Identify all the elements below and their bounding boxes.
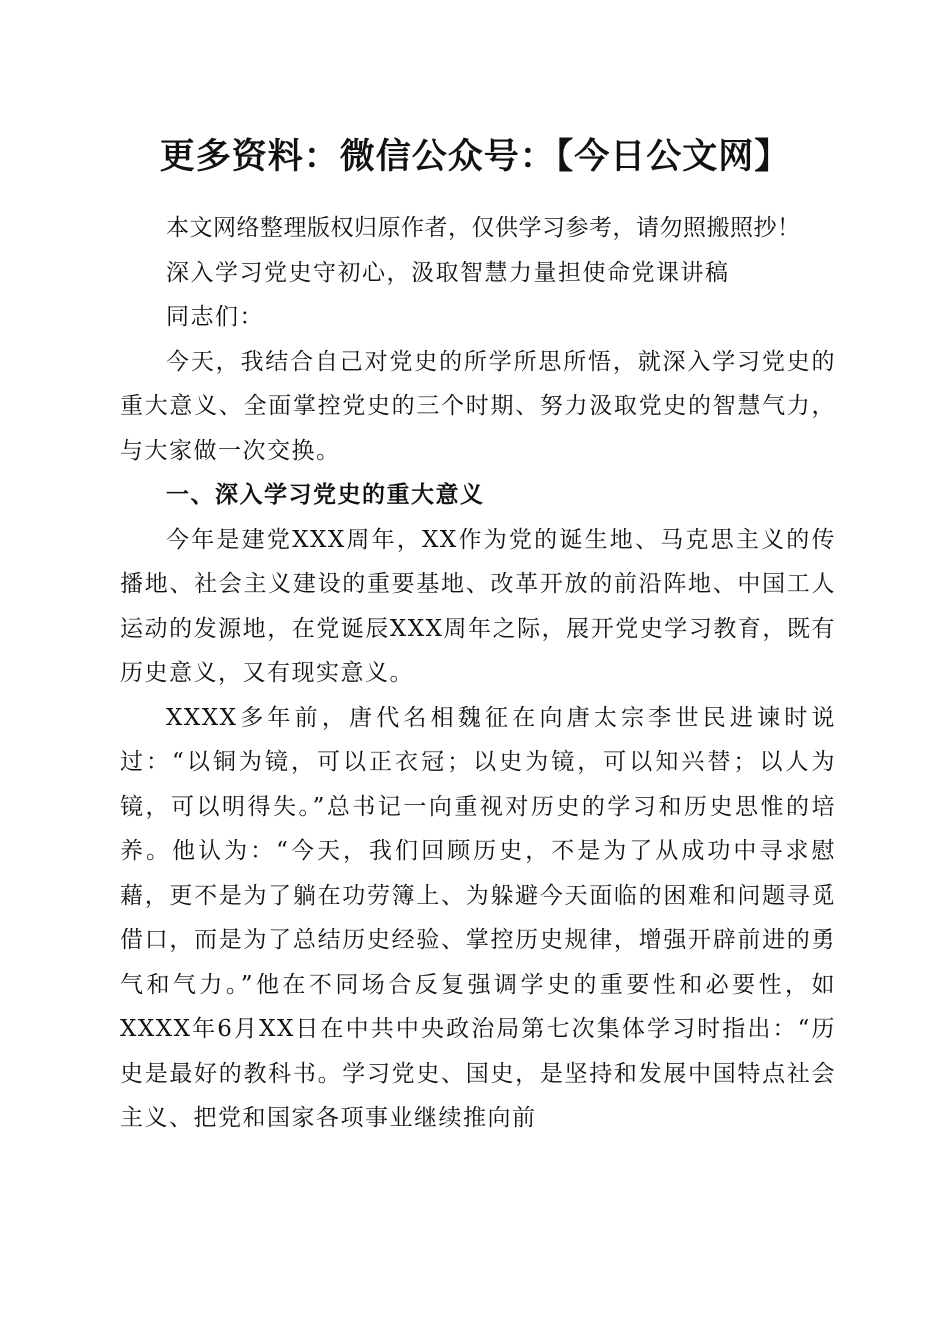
- copyright-notice: 本文网络整理版权归原作者，仅供学习参考，请勿照搬照抄！: [166, 215, 801, 241]
- body-paragraph: 今年是建党XXX周年，XX作为党的诞生地、马克思主义的传播地、社会主义建设的重要基地、改革开放的前沿阵地、中国工人运动的发源地，在党诞辰XXX周年之际，展开党史学习教育，既有历史意义，又有现实意义。: [120, 526, 836, 686]
- section-heading: 一、深入学习党史的重大意义: [166, 482, 485, 508]
- intro-paragraph: 今天，我结合自己对党史的所学所思所悟，就深入学习党史的重大意义、全面掌控党史的三个时期、努力汲取党史的智慧气力，与大家做一次交换。: [120, 348, 836, 464]
- document-title: 深入学习党史守初心，汲取智慧力量担使命党课讲稿: [166, 259, 730, 286]
- document-body: [120, 206, 836, 1141]
- page-title: 更多资料：微信公众号：【今日公文网】: [159, 136, 791, 177]
- salutation: 同志们：: [166, 304, 264, 330]
- body-paragraph: XXXX多年前，唐代名相魏征在向唐太宗李世民进谏时说过：“以铜为镜，可以正衣冠；以史为镜，可以知兴替；以人为镜，可以明得失。”总书记一向重视对历史的学习和历史思惟的培养。他认为：“今天，我们回顾历史，不是为了从成功中寻求慰藉，更不是为了躺在功劳簿上、为躲避今天面临的困难和问题寻觅借口，而是为了总结历史经验、掌控历史规律，增强开辟前进的勇气和气力。”他在不同场合反复强调学史的重要性和必要性，如XXXX年6月XX日在中共中央政治局第七次集体学习时指出：“历史是最好的教科书。学习党史、国史，是坚持和发展中国特点社会主义、把党和国家各项事业继续推向前: [120, 704, 836, 1131]
